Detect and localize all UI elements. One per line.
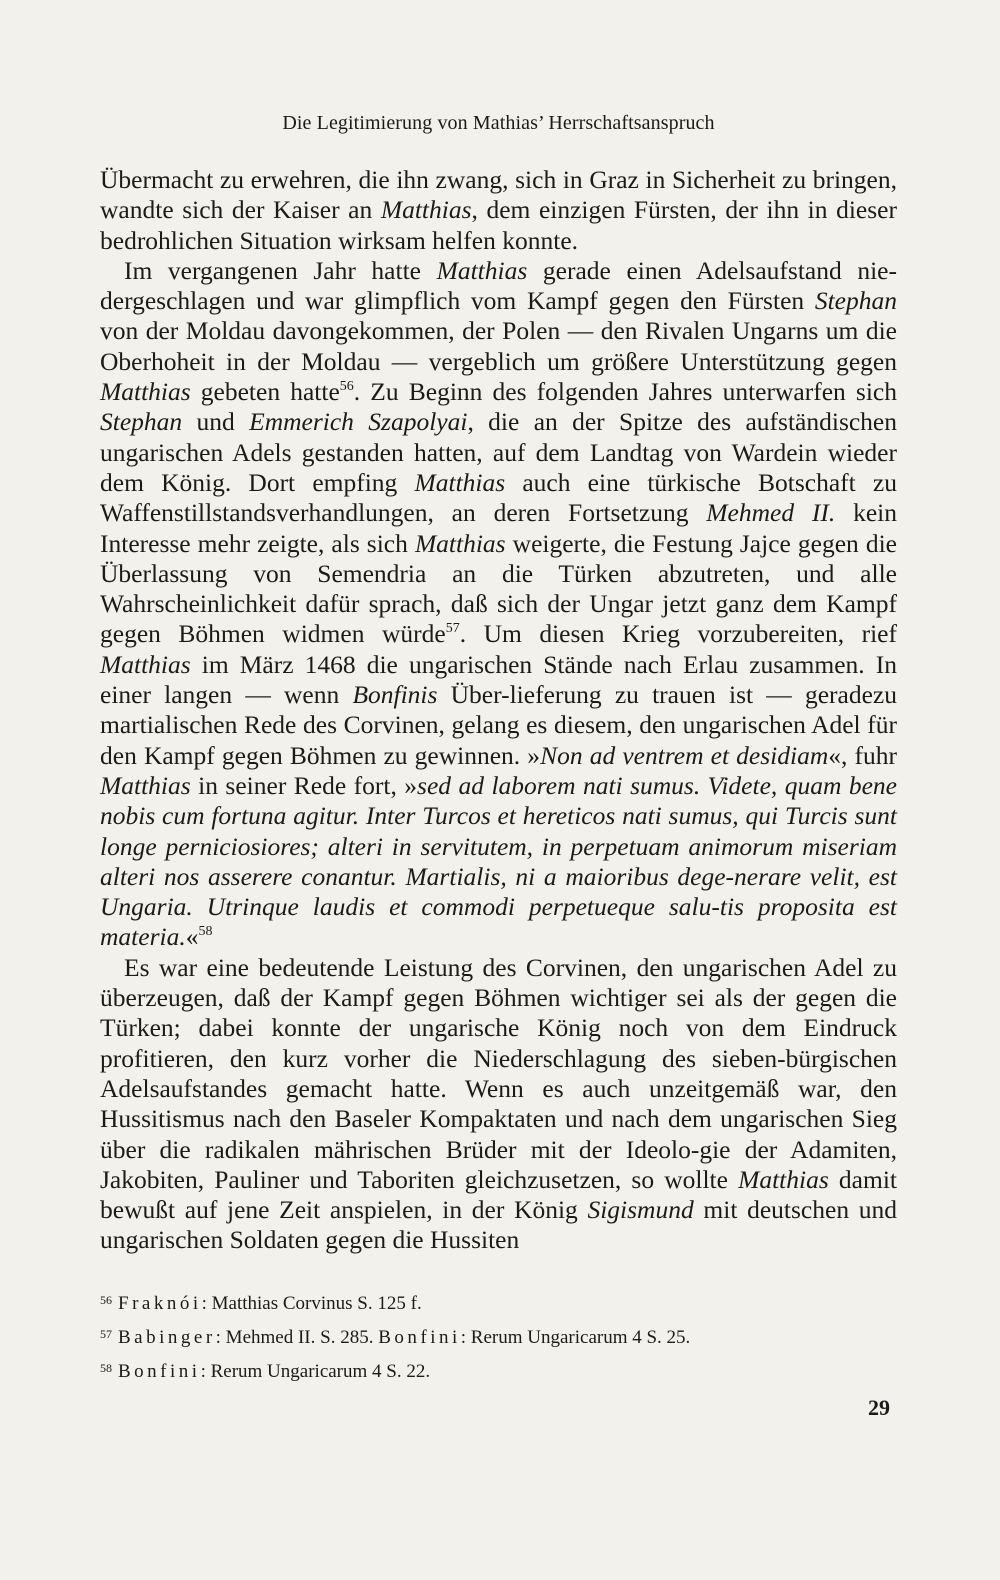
italic-run: Matthias (738, 1164, 829, 1194)
footnote-number: 56 (100, 1293, 112, 1307)
footnote-text-second: : Rerum Ungaricarum 4 S. 25. (460, 1327, 691, 1348)
footnote-text: : Mehmed II. S. 285. (215, 1327, 379, 1348)
paragraph-adelsaufstand (100, 256, 897, 953)
footnote-text: : Rerum Ungaricarum 4 S. 22. (200, 1361, 431, 1382)
italic-run: Non ad ventrem et desidiam (540, 740, 829, 770)
text-run: , dem einzigen Fürsten, der ihn in dieser bedrohlichen Situation wirksam helfen konnte. (100, 195, 897, 255)
italic-run: Matthias (100, 770, 191, 800)
body-text (100, 165, 897, 1256)
text-run: Es war eine bedeutende Leistung des Corvinen, den ungarischen Adel zu überzeugen, daß der Kampf gegen Böhmen wichtiger sei als der gegen die Türken; dabei konnte der ungarische König noch von dem Eindruck profitieren, den kurz vorher die Niederschlagung des sieben-bürgischen Adelsaufstandes gemacht hatte. Wenn es auch unzeitgemäß war, den Hussitismus nach den Baseler Kompaktaten und nach dem ungarischen Sieg über die radikalen mährischen Brüder mit der Ideolo-gie der Adamiten, Jakobiten, Pauliner und Taboriten gleichzusetzen, so wollte (100, 952, 897, 1194)
text-run: Übermacht zu erwehren, die ihn zwang, sich in Graz in Sicherheit zu bringen, wandte sich der Kaiser an (100, 165, 897, 225)
paragraph-continuation (100, 165, 897, 256)
footnote-number: 57 (100, 1327, 112, 1341)
italic-run: Matthias (436, 255, 528, 285)
footnote-author: Babinger (118, 1327, 216, 1348)
italic-run: Mehmed II. (706, 498, 836, 528)
footnotes (100, 1285, 897, 1387)
italic-run: Matthias (414, 467, 506, 497)
text-run: in seiner Rede fort, » (190, 770, 418, 800)
text-run: auch eine türkische Botschaft zu Waffenstillstandsverhandlungen, an deren Fortsetzung (100, 467, 897, 528)
italic-run: Matthias (380, 195, 472, 225)
footnote-56 (100, 1285, 897, 1319)
text-run: « (185, 922, 199, 952)
paragraph-leistung-des-corvinen (100, 953, 897, 1256)
italic-run: Emmerich Szapolyai (249, 407, 468, 437)
text-run: von der Moldau davongekommen, der Polen — den Rivalen Ungarns um die Oberhoheit in der Moldau — vergeblich um größere Unterstützung gegen (100, 316, 897, 376)
text-run: «, fuhr (828, 740, 898, 770)
italic-run: Sigismund (587, 1195, 694, 1225)
footnote-text: : Matthias Corvinus S. 125 f. (201, 1293, 422, 1314)
text-run: im März 1468 die ungarischen Stände nach Erlau zusammen. In einer langen — wenn (100, 649, 897, 710)
footnote-ref: 58 (198, 924, 213, 940)
text-run: . Um diesen Krieg vorzubereiten, rief (459, 619, 897, 649)
footnote-author-second: Bonfini (378, 1327, 461, 1348)
text-run: gerade einen Adelsaufstand nie-dergeschlagen und war glimpflich vom Kampf gegen den Fürsten (100, 255, 897, 316)
footnote-ref: 57 (445, 621, 460, 637)
text-run: . Zu Beginn des folgenden Jahres unterwarfen sich (353, 377, 897, 407)
footnote-author: Bonfini (118, 1361, 201, 1382)
text-run: kein Interesse mehr zeigte, als sich (100, 498, 897, 558)
running-head: Die Legitimierung von Mathias’ Herrschaftsanspruch (282, 112, 715, 134)
footnote-number: 58 (100, 1361, 112, 1375)
italic-run: sed ad laborem nati sumus. Videte, quam bene nobis cum fortuna agitur. Inter Turcos et hereticos nati sumus, qui Turcis sunt longe perniciosiores; alteri in servitutem, in perpetuam animorum miseriam alteri nos asserere conantur. Martialis, ni a maioribus dege-nerare velit, est Ungaria. Utrinque laudis et commodi perpetueque salu-tis proposita est materia. (100, 770, 897, 952)
text-run: Über-lieferung zu trauen ist — geradezu martialischen Rede des Corvinen, gelang es diesem, den ungarischen Adel für den Kampf gegen Böhmen zu gewinnen. » (100, 680, 897, 770)
footnote-author: Fraknói (118, 1293, 202, 1314)
text-run: mit deutschen und ungarischen Soldaten gegen die Hussiten (100, 1195, 898, 1255)
footnote-58 (100, 1353, 897, 1387)
footnote-57 (100, 1319, 897, 1353)
text-run: weigerte, die Festung Jajce gegen die Überlassung von Semendria an die Türken abzutreten, und alle Wahrscheinlichkeit dafür sprach, daß sich der Ungar jetzt ganz dem Kampf gegen Böhmen widmen würde (100, 528, 897, 649)
text-run: , die an der Spitze des aufständischen ungarischen Adels gestanden hatten, auf dem Landtag von Wardein wieder dem König. Dort empfing (100, 407, 898, 497)
page-number: 29 (868, 1395, 890, 1420)
text-run: und (182, 407, 250, 437)
footnote-ref: 56 (339, 379, 354, 395)
italic-run: Matthias (100, 377, 191, 407)
italic-run: Bonfinis (352, 680, 438, 710)
italic-run: Stephan (814, 286, 897, 316)
text-run: damit bewußt auf jene Zeit anspielen, in der König (100, 1164, 897, 1225)
text-run: gebeten hatte (190, 377, 340, 407)
italic-run: Matthias (414, 528, 506, 558)
italic-run: Stephan (100, 407, 183, 437)
italic-run: Matthias (100, 649, 191, 679)
text-run: Im vergangenen Jahr hatte (124, 255, 437, 285)
